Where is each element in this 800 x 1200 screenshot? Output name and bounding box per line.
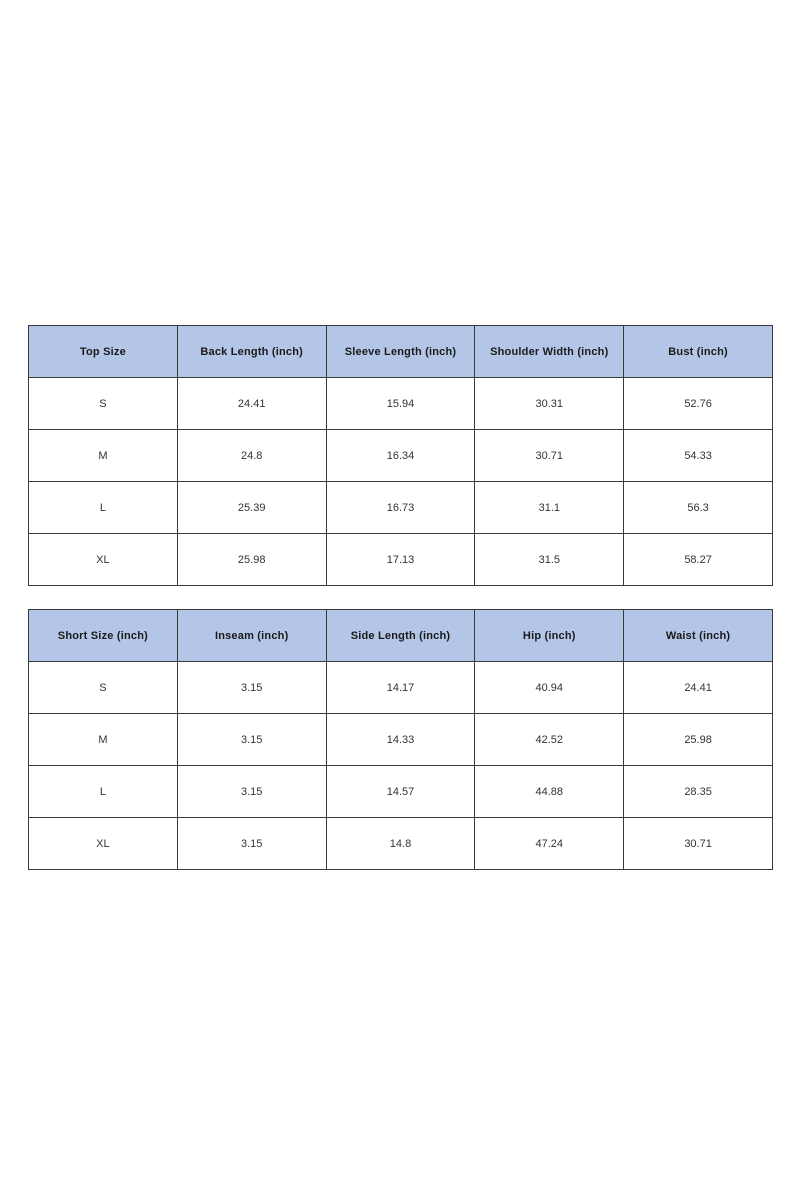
table-cell: 16.73 <box>326 482 475 534</box>
table-row <box>29 662 773 714</box>
table-cell: 30.31 <box>475 378 624 430</box>
table-cell: 3.15 <box>177 662 326 714</box>
header-cell-bust: Bust (inch) <box>624 326 773 378</box>
table-cell-size: XL <box>29 818 178 870</box>
table-cell-size: M <box>29 430 178 482</box>
table-cell-size: L <box>29 766 178 818</box>
table-cell: 25.98 <box>177 534 326 586</box>
table-cell: 42.52 <box>475 714 624 766</box>
table-cell-size: S <box>29 662 178 714</box>
table-row <box>29 482 773 534</box>
table-cell: 25.98 <box>624 714 773 766</box>
header-cell-inseam: Inseam (inch) <box>177 610 326 662</box>
table-cell-size: S <box>29 378 178 430</box>
table-cell: 47.24 <box>475 818 624 870</box>
table-row <box>29 378 773 430</box>
header-cell-waist: Waist (inch) <box>624 610 773 662</box>
table-cell: 17.13 <box>326 534 475 586</box>
header-cell-back-length: Back Length (inch) <box>177 326 326 378</box>
table-row <box>29 766 773 818</box>
header-cell-side-length: Side Length (inch) <box>326 610 475 662</box>
table-cell-size: L <box>29 482 178 534</box>
table-cell: 30.71 <box>475 430 624 482</box>
table-cell: 14.17 <box>326 662 475 714</box>
table-header-row <box>29 326 773 378</box>
table-cell: 52.76 <box>624 378 773 430</box>
table-cell: 24.8 <box>177 430 326 482</box>
table-cell: 58.27 <box>624 534 773 586</box>
table-cell: 40.94 <box>475 662 624 714</box>
header-cell-top-size: Top Size <box>29 326 178 378</box>
table-cell: 25.39 <box>177 482 326 534</box>
table-cell: 14.57 <box>326 766 475 818</box>
table-header-row <box>29 610 773 662</box>
table-cell: 16.34 <box>326 430 475 482</box>
table-cell-size: XL <box>29 534 178 586</box>
table-cell: 54.33 <box>624 430 773 482</box>
table-cell: 44.88 <box>475 766 624 818</box>
table-row <box>29 818 773 870</box>
header-cell-sleeve-length: Sleeve Length (inch) <box>326 326 475 378</box>
table-cell: 31.1 <box>475 482 624 534</box>
table-row <box>29 534 773 586</box>
table-cell: 31.5 <box>475 534 624 586</box>
short-size-chart-table <box>28 609 773 870</box>
table-cell: 3.15 <box>177 766 326 818</box>
table-cell: 24.41 <box>624 662 773 714</box>
top-size-chart-table <box>28 325 773 586</box>
table-cell: 3.15 <box>177 818 326 870</box>
table-row <box>29 430 773 482</box>
table-cell: 14.8 <box>326 818 475 870</box>
table-cell: 30.71 <box>624 818 773 870</box>
table-cell: 28.35 <box>624 766 773 818</box>
table-cell: 56.3 <box>624 482 773 534</box>
table-cell-size: M <box>29 714 178 766</box>
table-cell: 24.41 <box>177 378 326 430</box>
table-row <box>29 714 773 766</box>
header-cell-hip: Hip (inch) <box>475 610 624 662</box>
table-cell: 14.33 <box>326 714 475 766</box>
header-cell-short-size: Short Size (inch) <box>29 610 178 662</box>
table-cell: 3.15 <box>177 714 326 766</box>
table-cell: 15.94 <box>326 378 475 430</box>
header-cell-shoulder-width: Shoulder Width (inch) <box>475 326 624 378</box>
